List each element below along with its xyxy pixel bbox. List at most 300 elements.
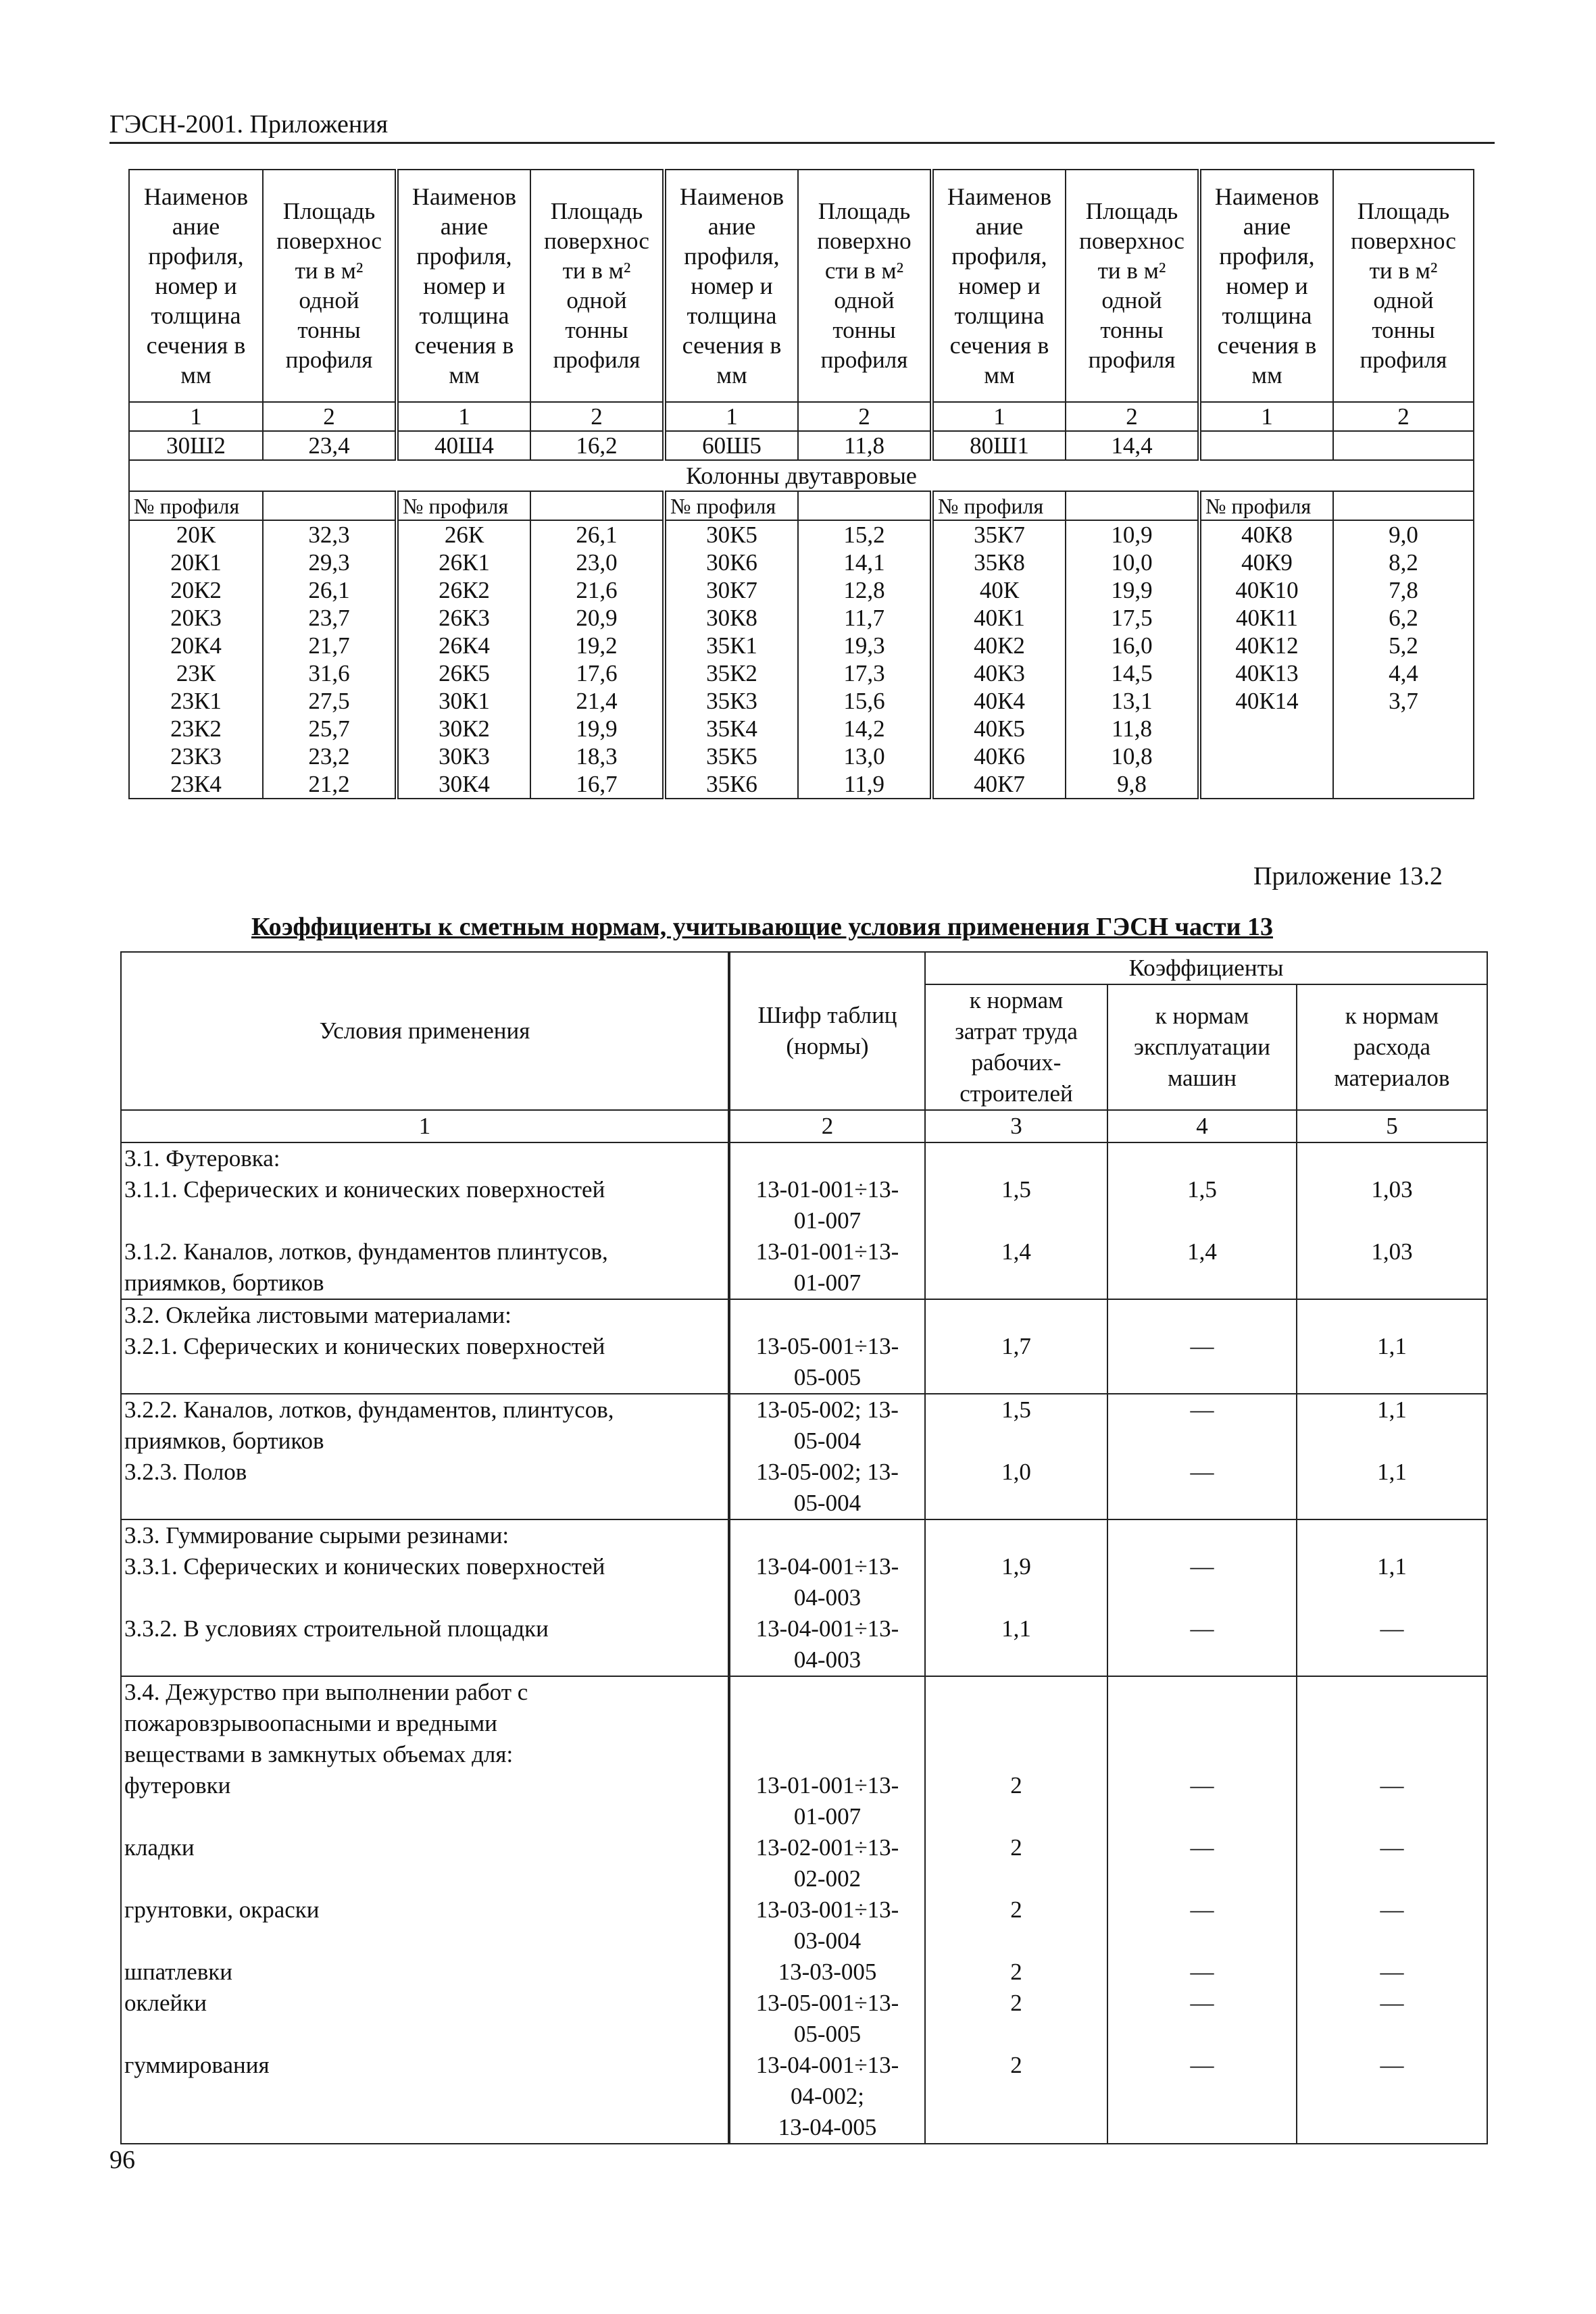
header-materials-line: материалов <box>1334 1065 1450 1091</box>
condition-cell <box>121 1770 729 1832</box>
condition-cell <box>121 1331 729 1394</box>
header-materials-line: расхода <box>1353 1034 1431 1060</box>
cipher-cell <box>729 1894 925 1957</box>
cipher-cell <box>729 1299 925 1331</box>
condition-cell <box>121 1174 729 1236</box>
labor-coef-cell: 1,9 <box>925 1551 1107 1613</box>
profile-row <box>129 520 1474 549</box>
labor-coef-cell <box>925 1519 1107 1551</box>
profile-name-cell: 30К6 <box>664 549 798 576</box>
condition-line: 3.2.1. Сферических и конических поверхностей <box>124 1333 605 1359</box>
header-surface-area-line: одной <box>834 287 895 313</box>
header-materials <box>1297 984 1487 1110</box>
material-coef-cell: 1,03 <box>1297 1174 1487 1236</box>
surface-area-cell: 19,9 <box>1066 576 1199 604</box>
header-surface-area-line: профиля <box>1088 347 1176 373</box>
profile-name-cell <box>1199 431 1333 460</box>
coef-row <box>121 1331 1487 1394</box>
colnum-cell: 2 <box>1066 402 1199 431</box>
surface-area-cell: 7,8 <box>1333 576 1474 604</box>
condition-line: 3.3.2. В условиях строительной площадки <box>124 1615 549 1642</box>
profile-name-cell: 40К12 <box>1199 632 1333 659</box>
profile-name-cell: 23К1 <box>129 687 263 715</box>
header-profile-name-line: ание <box>975 213 1024 240</box>
surface-area-cell: 8,2 <box>1333 549 1474 576</box>
surface-area-cell: 14,2 <box>798 715 932 743</box>
header-surface-area-line: Площадь <box>1085 198 1178 224</box>
labor-coef-cell: 2 <box>925 1832 1107 1894</box>
cipher-line: 13-05-002; 13- <box>756 1459 899 1485</box>
cipher-line: 05-005 <box>793 2021 862 2047</box>
header-profile-name-line: номер и <box>423 272 505 299</box>
coefficients-table-title: Коэффициенты к сметным нормам, учитывающие условия применения ГЭСН части 13 <box>251 913 1273 941</box>
cipher-line: 13-04-001÷13- <box>755 2052 899 2078</box>
material-coef-cell: — <box>1297 1894 1487 1957</box>
header-profile-name-line: ание <box>172 213 220 240</box>
profile-name-cell: 23К4 <box>129 770 263 799</box>
header-surface-area-line: поверхнос <box>1079 228 1184 254</box>
surface-area-cell: 14,5 <box>1066 659 1199 687</box>
header-profile-name-line: Наименов <box>1214 183 1320 210</box>
coef-row <box>121 1894 1487 1957</box>
condition-cell <box>121 1832 729 1894</box>
labor-coef-cell: 1,4 <box>925 1236 1107 1299</box>
header-cipher-line: Шифр таблиц <box>757 1002 897 1028</box>
header-cipher-line: (нормы) <box>786 1033 869 1059</box>
profile-row <box>129 743 1474 770</box>
cipher-line: 13-04-001÷13- <box>755 1553 899 1580</box>
header-profile-name-line: толщина <box>1222 302 1312 329</box>
header-conditions: Условия применения <box>121 952 729 1110</box>
header-profile-name-line: мм <box>716 361 747 388</box>
profile-area-table <box>128 169 1474 799</box>
machine-coef-cell: — <box>1107 1832 1297 1894</box>
cipher-line: 05-005 <box>793 1364 862 1390</box>
colnum-5: 5 <box>1297 1110 1487 1142</box>
surface-area-cell: 23,0 <box>530 549 664 576</box>
labor-coef-cell: 1,1 <box>925 1613 1107 1676</box>
labor-coef-cell <box>925 1142 1107 1174</box>
condition-cell <box>121 1142 729 1174</box>
condition-cell <box>121 1957 729 1988</box>
coef-row <box>121 1142 1487 1174</box>
profile-name-cell: 26К3 <box>397 604 530 632</box>
header-labor-line: строителей <box>959 1080 1073 1107</box>
surface-area-cell: 21,4 <box>530 687 664 715</box>
cipher-line: 13-03-001÷13- <box>755 1896 899 1923</box>
surface-area-cell: 32,3 <box>263 520 397 549</box>
surface-area-cell: 11,8 <box>1066 715 1199 743</box>
header-surface-area-line: поверхно <box>817 228 912 254</box>
profile-name-cell: 26К1 <box>397 549 530 576</box>
cipher-cell <box>729 1457 925 1519</box>
header-surface-area-line: тонны <box>1372 317 1435 343</box>
condition-line: кладки <box>124 1834 195 1861</box>
profile-table-body <box>129 431 1474 799</box>
surface-area-cell: 9,8 <box>1066 770 1199 799</box>
material-coef-cell: 1,1 <box>1297 1331 1487 1394</box>
colnum-cell: 1 <box>664 402 798 431</box>
profile-name-cell: 40К9 <box>1199 549 1333 576</box>
condition-line <box>124 1801 728 1832</box>
colnum-4: 4 <box>1107 1110 1297 1142</box>
profile-name-cell: 35К4 <box>664 715 798 743</box>
machine-coef-cell <box>1107 1519 1297 1551</box>
profile-name-cell: 40К13 <box>1199 659 1333 687</box>
condition-line: пожаровзрывоопасными и вредными <box>124 1710 497 1736</box>
material-coef-cell: — <box>1297 1988 1487 2050</box>
profile-name-cell: 40К14 <box>1199 687 1333 715</box>
header-coefficients: Коэффициенты <box>925 952 1487 984</box>
material-coef-cell: — <box>1297 2050 1487 2144</box>
condition-line: 3.2. Оклейка листовыми материалами: <box>124 1302 512 1328</box>
profile-row <box>129 770 1474 799</box>
surface-area-cell: 18,3 <box>530 743 664 770</box>
machine-coef-cell: — <box>1107 1394 1297 1457</box>
profile-name-cell <box>1199 743 1333 770</box>
material-coef-cell: 1,1 <box>1297 1457 1487 1519</box>
coef-row <box>121 1770 1487 1832</box>
labor-coef-cell: 1,5 <box>925 1174 1107 1236</box>
header-profile-name-line: Наименов <box>679 183 784 210</box>
header-profile-name-line: Наименов <box>143 183 249 210</box>
header-surface-area-line: одной <box>566 287 627 313</box>
machine-coef-cell: — <box>1107 1988 1297 2050</box>
profile-number-label: № профиля <box>664 491 798 520</box>
profile-name-cell: 30К1 <box>397 687 530 715</box>
cipher-cell <box>729 1551 925 1613</box>
cipher-line: 13-01-001÷13- <box>755 1238 899 1265</box>
profile-name-cell: 40К2 <box>932 632 1066 659</box>
colnum-1: 1 <box>121 1110 729 1142</box>
condition-line <box>124 1863 728 1894</box>
surface-area-cell: 10,8 <box>1066 743 1199 770</box>
condition-cell <box>121 2050 729 2144</box>
profile-name-cell: 40Ш4 <box>397 431 530 460</box>
colnum-cell: 2 <box>798 402 932 431</box>
header-surface-area-line: ти в м² <box>1369 257 1438 284</box>
profile-name-cell <box>1199 770 1333 799</box>
coef-row <box>121 1457 1487 1519</box>
material-coef-cell <box>1297 1299 1487 1331</box>
material-coef-cell <box>1297 1142 1487 1174</box>
coefficients-table-body <box>121 1142 1487 2144</box>
cipher-line: 13-01-001÷13- <box>755 1772 899 1799</box>
header-surface-area-line: тонны <box>832 317 896 343</box>
condition-line <box>124 1362 728 1393</box>
header-surface-area-line: профиля <box>553 347 641 373</box>
profile-name-cell: 30К7 <box>664 576 798 604</box>
machine-coef-cell: — <box>1107 1957 1297 1988</box>
coef-row <box>121 1236 1487 1299</box>
profile-name-cell: 26К4 <box>397 632 530 659</box>
header-surface-area-line: ти в м² <box>562 257 631 284</box>
colnum-cell: 1 <box>932 402 1066 431</box>
surface-area-cell: 11,7 <box>798 604 932 632</box>
profile-name-cell: 40К5 <box>932 715 1066 743</box>
cipher-line: 01-007 <box>793 1207 862 1234</box>
coef-row <box>121 1676 1487 1770</box>
material-coef-cell: 1,03 <box>1297 1236 1487 1299</box>
header-profile-name <box>664 170 798 402</box>
colnum-cell: 1 <box>129 402 263 431</box>
profile-name-cell: 30К3 <box>397 743 530 770</box>
surface-area-cell: 10,9 <box>1066 520 1199 549</box>
condition-line <box>124 1926 728 1957</box>
cipher-cell <box>729 1770 925 1832</box>
empty-cell <box>1066 491 1199 520</box>
surface-area-cell: 25,7 <box>263 715 397 743</box>
coef-row <box>121 1988 1487 2050</box>
coef-row <box>121 2050 1487 2144</box>
surface-area-cell: 27,5 <box>263 687 397 715</box>
condition-line <box>124 2019 728 2050</box>
profile-name-cell: 35К5 <box>664 743 798 770</box>
profile-name-cell: 30К4 <box>397 770 530 799</box>
header-profile-name-line: ание <box>707 213 756 240</box>
condition-line: веществами в замкнутых объемах для: <box>124 1741 514 1767</box>
header-surface-area-line: поверхнос <box>1351 228 1456 254</box>
cipher-cell <box>729 1832 925 1894</box>
colnum-cell: 2 <box>1333 402 1474 431</box>
header-profile-name-line: толщина <box>687 302 777 329</box>
running-header: ГЭСН-2001. Приложения <box>109 110 389 139</box>
profile-name-cell: 20К <box>129 520 263 549</box>
condition-cell <box>121 1236 729 1299</box>
header-labor <box>925 984 1107 1110</box>
section-title: Колонны двутавровые <box>129 460 1474 491</box>
surface-area-cell: 26,1 <box>530 520 664 549</box>
header-surface-area-line: ти в м² <box>1097 257 1166 284</box>
surface-area-cell: 15,2 <box>798 520 932 549</box>
profile-number-label: № профиля <box>397 491 530 520</box>
surface-area-cell: 11,8 <box>798 431 932 460</box>
header-surface-area-line: тонны <box>1100 317 1164 343</box>
cipher-cell <box>729 1394 925 1457</box>
header-profile-name-line: мм <box>449 361 480 388</box>
surface-area-cell: 16,2 <box>530 431 664 460</box>
profile-row <box>129 431 1474 460</box>
surface-area-cell: 14,4 <box>1066 431 1199 460</box>
header-surface-area-line: Площадь <box>550 198 643 224</box>
header-profile-name-line: профиля, <box>951 243 1047 270</box>
profile-name-cell: 23К <box>129 659 263 687</box>
coef-row <box>121 1394 1487 1457</box>
machine-coef-cell <box>1107 1142 1297 1174</box>
surface-area-cell: 19,3 <box>798 632 932 659</box>
header-profile-name-line: номер и <box>958 272 1041 299</box>
profile-name-cell: 20К3 <box>129 604 263 632</box>
profile-name-cell: 40К11 <box>1199 604 1333 632</box>
header-profile-name-line: номер и <box>1226 272 1308 299</box>
cipher-cell <box>729 1236 925 1299</box>
coef-header-row-1 <box>121 952 1487 984</box>
surface-area-cell: 16,7 <box>530 770 664 799</box>
empty-cell <box>1333 491 1474 520</box>
profile-name-cell: 26К5 <box>397 659 530 687</box>
header-machines-line: к нормам <box>1155 1003 1249 1029</box>
surface-area-cell <box>1333 715 1474 743</box>
labor-coef-cell: 2 <box>925 1957 1107 1988</box>
surface-area-cell: 23,2 <box>263 743 397 770</box>
header-surface-area-line: Площадь <box>818 198 911 224</box>
condition-line: 3.2.2. Каналов, лотков, фундаментов, плинтусов, <box>124 1397 614 1423</box>
condition-line: 3.2.3. Полов <box>124 1459 247 1485</box>
cipher-line: 13-04-001÷13- <box>755 1615 899 1642</box>
coef-row <box>121 1551 1487 1613</box>
empty-cell <box>263 491 397 520</box>
appendix-label: Приложение 13.2 <box>1253 862 1443 890</box>
condition-cell <box>121 1988 729 2050</box>
header-cipher <box>729 952 925 1110</box>
surface-area-cell: 11,9 <box>798 770 932 799</box>
surface-area-cell: 21,7 <box>263 632 397 659</box>
machine-coef-cell: — <box>1107 1457 1297 1519</box>
condition-line: шпатлевки <box>124 1959 232 1985</box>
cipher-cell <box>729 1331 925 1394</box>
coef-colnum-row <box>121 1110 1487 1142</box>
condition-line: 3.4. Дежурство при выполнении работ с <box>124 1679 528 1705</box>
surface-area-cell: 4,4 <box>1333 659 1474 687</box>
cipher-line: 01-007 <box>793 1803 862 1830</box>
header-profile-name-line: сечения в <box>682 332 782 359</box>
profile-name-cell: 80Ш1 <box>932 431 1066 460</box>
colnum-2: 2 <box>729 1110 925 1142</box>
coef-row <box>121 1174 1487 1236</box>
surface-area-cell: 14,1 <box>798 549 932 576</box>
surface-area-cell <box>1333 770 1474 799</box>
profile-name-cell: 30К8 <box>664 604 798 632</box>
profile-row <box>129 576 1474 604</box>
section-row <box>129 460 1474 491</box>
cipher-cell <box>729 1676 925 1770</box>
cipher-line: 04-003 <box>793 1584 862 1611</box>
condition-cell <box>121 1613 729 1676</box>
header-surface-area-line: сти в м² <box>824 257 904 284</box>
header-surface-area-line: профиля <box>1360 347 1447 373</box>
coef-row <box>121 1957 1487 1988</box>
header-profile-name-line: мм <box>180 361 211 388</box>
header-profile-name <box>129 170 263 402</box>
coef-row <box>121 1613 1487 1676</box>
profile-table-header-row <box>129 170 1474 402</box>
surface-area-cell: 9,0 <box>1333 520 1474 549</box>
machine-coef-cell: — <box>1107 1331 1297 1394</box>
cipher-cell <box>729 1988 925 2050</box>
surface-area-cell: 21,6 <box>530 576 664 604</box>
surface-area-cell: 23,7 <box>263 604 397 632</box>
condition-cell <box>121 1394 729 1457</box>
condition-cell <box>121 1676 729 1770</box>
condition-line: приямков, бортиков <box>124 1269 324 1296</box>
labor-coef-cell: 2 <box>925 1988 1107 2050</box>
header-labor-line: затрат труда <box>955 1018 1078 1045</box>
profile-name-cell: 20К4 <box>129 632 263 659</box>
surface-area-cell: 23,4 <box>263 431 397 460</box>
condition-line: футеровки <box>124 1772 231 1799</box>
header-profile-name-line: ание <box>1243 213 1291 240</box>
condition-line <box>124 2081 728 2112</box>
condition-cell <box>121 1299 729 1331</box>
profile-name-cell: 40К4 <box>932 687 1066 715</box>
profile-name-cell: 35К1 <box>664 632 798 659</box>
header-profile-name-line: сечения в <box>1217 332 1317 359</box>
condition-line: гуммирования <box>124 2052 270 2078</box>
cipher-cell <box>729 1613 925 1676</box>
surface-area-cell <box>1333 743 1474 770</box>
profile-name-cell: 26К <box>397 520 530 549</box>
cipher-cell <box>729 2050 925 2144</box>
header-surface-area-line: одной <box>1373 287 1434 313</box>
surface-area-cell: 13,0 <box>798 743 932 770</box>
header-rule <box>109 142 1495 144</box>
header-profile-name-line: профиля, <box>684 243 780 270</box>
header-labor-line: рабочих- <box>971 1049 1062 1076</box>
labor-coef-cell: 2 <box>925 2050 1107 2144</box>
labor-coef-cell <box>925 1299 1107 1331</box>
profile-name-cell: 30К2 <box>397 715 530 743</box>
surface-area-cell: 17,6 <box>530 659 664 687</box>
material-coef-cell: 1,1 <box>1297 1394 1487 1457</box>
condition-line: 3.3.1. Сферических и конических поверхностей <box>124 1553 605 1580</box>
material-coef-cell <box>1297 1676 1487 1770</box>
condition-cell <box>121 1551 729 1613</box>
surface-area-cell: 3,7 <box>1333 687 1474 715</box>
surface-area-cell: 12,8 <box>798 576 932 604</box>
surface-area-cell: 6,2 <box>1333 604 1474 632</box>
header-profile-name-line: профиля, <box>148 243 244 270</box>
cipher-line: 13-04-005 <box>778 2114 877 2140</box>
cipher-line: 13-05-001÷13- <box>755 1333 899 1359</box>
surface-area-cell: 17,3 <box>798 659 932 687</box>
cipher-line: 13-05-001÷13- <box>755 1990 899 2016</box>
cipher-cell <box>729 1957 925 1988</box>
header-surface-area-line: тонны <box>297 317 361 343</box>
material-coef-cell: — <box>1297 1613 1487 1676</box>
colnum-cell: 1 <box>1199 402 1333 431</box>
labor-coef-cell: 2 <box>925 1770 1107 1832</box>
header-surface-area-line: одной <box>299 287 359 313</box>
machine-coef-cell <box>1107 1299 1297 1331</box>
profile-number-label: № профиля <box>932 491 1066 520</box>
profile-number-label: № профиля <box>1199 491 1333 520</box>
surface-area-cell: 13,1 <box>1066 687 1199 715</box>
surface-area-cell <box>1333 431 1474 460</box>
surface-area-cell: 5,2 <box>1333 632 1474 659</box>
profile-name-cell: 23К3 <box>129 743 263 770</box>
cipher-line: 01-007 <box>793 1269 862 1296</box>
material-coef-cell: — <box>1297 1770 1487 1832</box>
condition-line: 3.1. Футеровка: <box>124 1145 280 1172</box>
header-surface-area <box>530 170 664 402</box>
condition-line: оклейки <box>124 1990 207 2016</box>
header-profile-name-line: сечения в <box>414 332 514 359</box>
surface-area-cell: 31,6 <box>263 659 397 687</box>
header-profile-name <box>397 170 530 402</box>
surface-area-cell: 19,2 <box>530 632 664 659</box>
profile-table-colnum-row <box>129 402 1474 431</box>
surface-area-cell: 20,9 <box>530 604 664 632</box>
profile-row <box>129 687 1474 715</box>
surface-area-cell: 16,0 <box>1066 632 1199 659</box>
condition-cell <box>121 1894 729 1957</box>
header-profile-name-line: мм <box>984 361 1015 388</box>
material-coef-cell: 1,1 <box>1297 1551 1487 1613</box>
labor-coef-cell: 1,0 <box>925 1457 1107 1519</box>
profile-label-row <box>129 491 1474 520</box>
cipher-line: 03-004 <box>793 1928 862 1954</box>
colnum-cell: 1 <box>397 402 530 431</box>
